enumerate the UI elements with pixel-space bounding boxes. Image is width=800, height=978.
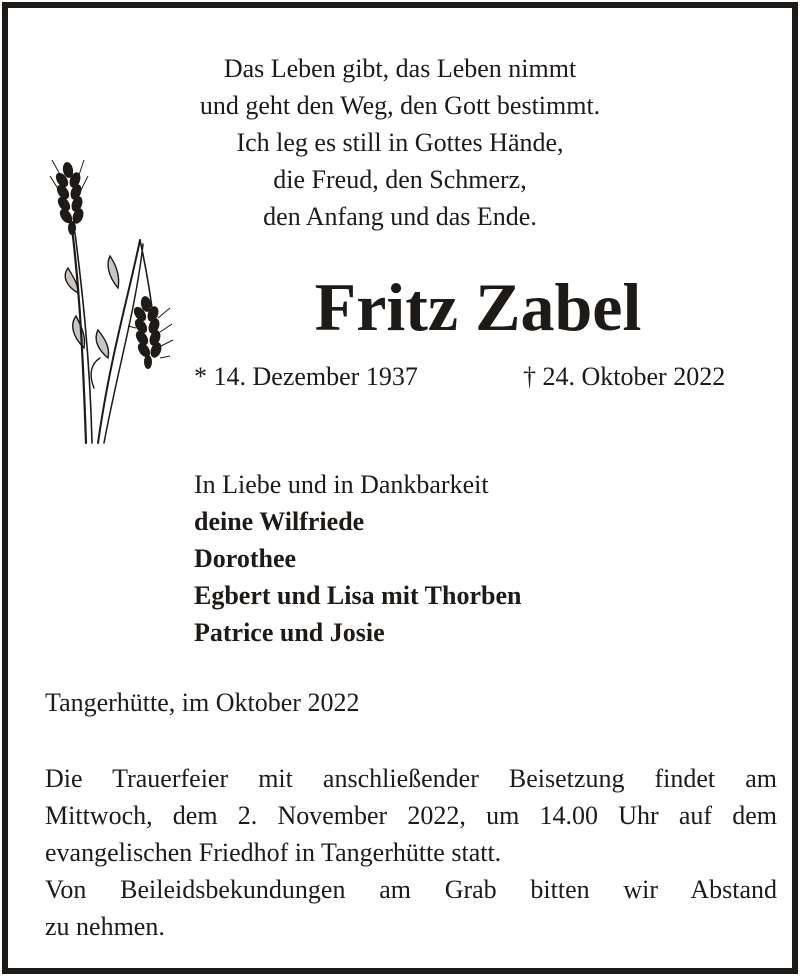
funeral-notice <box>45 760 777 945</box>
mourner-name: Dorothee <box>194 544 297 573</box>
mourners-intro: In Liebe und in Dankbarkeit <box>194 470 489 499</box>
place-and-date: Tangerhütte, im Oktober 2022 <box>45 688 360 717</box>
mourner-name: Egbert und Lisa mit Thorben <box>194 581 522 610</box>
mourner-name: Patrice und Josie <box>194 618 385 647</box>
mourner-name: deine Wilfriede <box>194 507 365 536</box>
deceased-name: Fritz Zabel <box>314 269 642 345</box>
notice-line: evangelischen Friedhof in Tangerhütte statt. <box>45 838 502 867</box>
notice-line: Die Trauerfeier mit anschließender Beisetzung findet am <box>45 764 777 793</box>
wheat-ears-icon <box>48 158 178 453</box>
birth-date: * 14. Dezember 1937 <box>194 362 418 391</box>
poem-line: den Anfang und das Ende. <box>263 202 537 231</box>
poem-line: die Freud, den Schmerz, <box>273 165 527 194</box>
notice-line: Mittwoch, dem 2. November 2022, um 14.00 Uhr auf dem <box>45 801 777 830</box>
notice-line: zu nehmen. <box>45 912 165 941</box>
mourners-block <box>194 466 521 651</box>
poem-line: Das Leben gibt, das Leben nimmt <box>223 54 577 83</box>
notice-line: Von Beileidsbekundungen am Grab bitten wir Abstand <box>45 875 777 904</box>
death-date: † 24. Oktober 2022 <box>523 362 726 391</box>
poem-line: Ich leg es still in Gottes Hände, <box>236 128 564 157</box>
obituary-frame <box>2 2 798 974</box>
poem-line: und geht den Weg, den Gott bestimmt. <box>199 91 601 120</box>
